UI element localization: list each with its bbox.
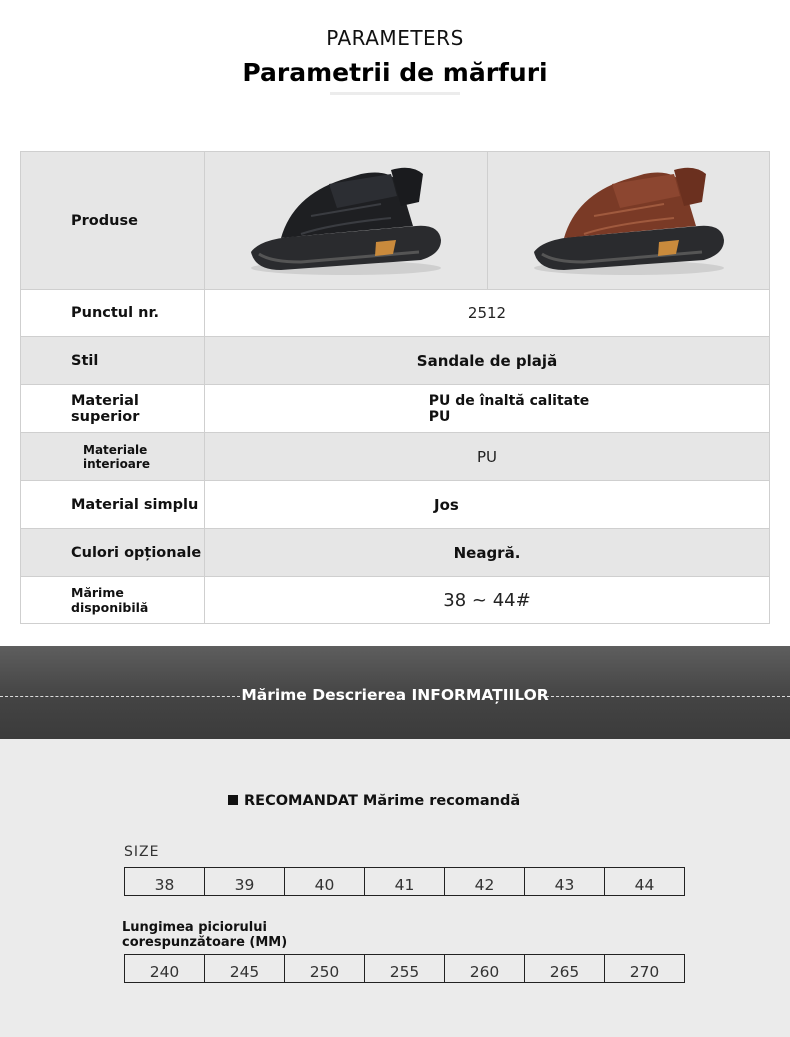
length-cell: 265 xyxy=(525,955,605,983)
colors-row xyxy=(21,529,770,577)
size-cell: 44 xyxy=(605,868,685,896)
products-label: Produse xyxy=(21,152,205,290)
product-image-black xyxy=(205,152,488,290)
page-title: Parametrii de mărfuri xyxy=(242,58,548,87)
length-row-table xyxy=(124,954,685,983)
size-cell: 40 xyxy=(285,868,365,896)
colors-label: Culori opționale xyxy=(21,529,205,577)
product-image-brown xyxy=(488,152,770,290)
size-row-table xyxy=(124,867,685,896)
size-row xyxy=(125,868,685,896)
size-cell: 41 xyxy=(365,868,445,896)
upper-material-value-line1: PU de înaltă calitate xyxy=(428,392,590,409)
inner-material-label xyxy=(21,433,205,481)
size-cell: 38 xyxy=(125,868,205,896)
upper-material-value xyxy=(205,385,770,433)
title-underline xyxy=(330,92,460,95)
available-size-label: Mărime disponibilă xyxy=(21,577,205,624)
item-number-value: 2512 xyxy=(205,290,770,337)
length-cell: 250 xyxy=(285,955,365,983)
inner-material-value: PU xyxy=(205,433,770,481)
page-title-en: PARAMETERS xyxy=(326,26,464,50)
black-sandal-icon xyxy=(241,156,451,281)
recommend-title-text: RECOMANDAT Mărime recomandă xyxy=(244,793,521,809)
square-bullet-icon xyxy=(228,795,238,805)
available-size-value: 38 ~ 44# xyxy=(205,577,770,624)
brown-sandal-icon xyxy=(524,156,734,281)
length-row xyxy=(125,955,685,983)
inner-material-row xyxy=(21,433,770,481)
foot-length-label xyxy=(122,920,287,950)
parameters-table xyxy=(20,151,770,624)
available-size-row xyxy=(21,577,770,624)
size-info-banner xyxy=(0,646,790,739)
sole-material-value: Jos xyxy=(205,481,770,529)
inner-material-label-line2: interioare xyxy=(83,456,150,471)
style-label: Stil xyxy=(21,337,205,385)
item-number-row xyxy=(21,290,770,337)
foot-length-label-line1: Lungimea piciorului xyxy=(122,920,267,935)
length-cell: 240 xyxy=(125,955,205,983)
size-chart-section xyxy=(0,739,790,1037)
upper-material-row xyxy=(21,385,770,433)
length-cell: 245 xyxy=(205,955,285,983)
products-row xyxy=(21,152,770,290)
length-cell: 270 xyxy=(605,955,685,983)
sole-material-row xyxy=(21,481,770,529)
length-cell: 260 xyxy=(445,955,525,983)
item-number-label: Punctul nr. xyxy=(21,290,205,337)
style-row xyxy=(21,337,770,385)
size-cell: 42 xyxy=(445,868,525,896)
divider-right xyxy=(546,696,790,697)
recommend-title xyxy=(228,793,520,809)
size-info-title: Mărime Descrierea INFORMAȚIILOR xyxy=(241,686,549,704)
upper-material-label: Material superior xyxy=(21,385,205,433)
size-cell: 43 xyxy=(525,868,605,896)
colors-value: Neagră. xyxy=(205,529,770,577)
style-value: Sandale de plajă xyxy=(205,337,770,385)
size-label: SIZE xyxy=(124,844,160,860)
size-cell: 39 xyxy=(205,868,285,896)
length-cell: 255 xyxy=(365,955,445,983)
inner-material-label-line1: Materiale xyxy=(83,442,148,457)
upper-material-value-line2: PU xyxy=(428,408,451,425)
sole-material-label: Material simplu xyxy=(21,481,205,529)
foot-length-label-line2: corespunzătoare (MM) xyxy=(122,935,288,950)
